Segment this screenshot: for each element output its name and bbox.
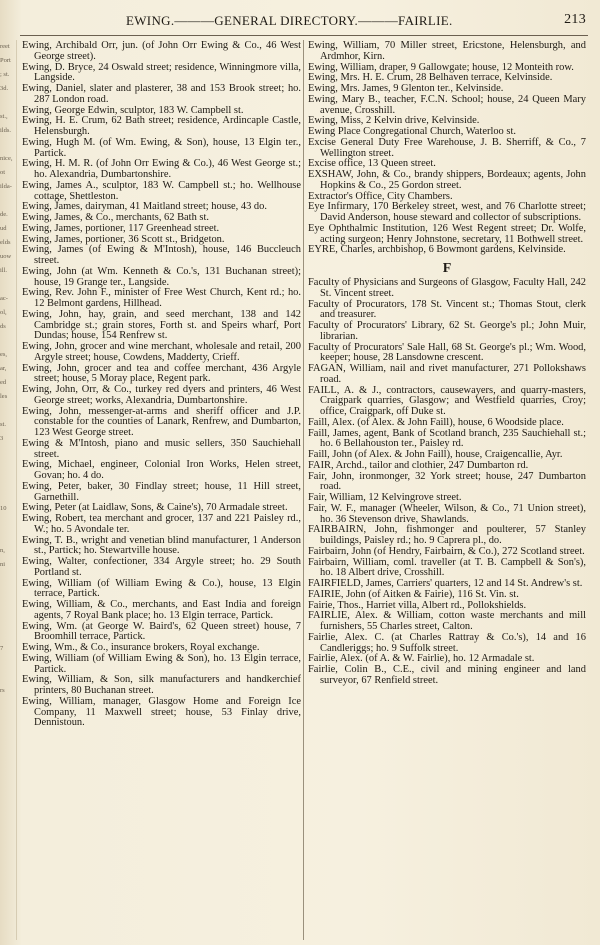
directory-entry: FAIR, Archd., tailor and clothier, 247 Dumbarton rd. — [308, 459, 529, 471]
directory-entry: Ewing, William (of William Ewing & Co.), house, 13 Elgin terrace, Partick. — [22, 577, 301, 600]
directory-entry: Ewing, H. E. Crum, 62 Bath street; residence, Ardincaple Castle, Helensburgh. — [22, 115, 301, 137]
directory-entry: Ewing, John, hay, grain, and seed merchant, 138 and 142 Cambridge st.; grain stores, Forth st. and Speirs wharf, Port Dundas; house, 154 Renfrew st. — [22, 308, 301, 342]
directory-entry: FAIRLIE, Alex. & William, cotton waste merchants and mill furnishers, 55 Charles street, Calton. — [308, 610, 586, 632]
directory-entry: EXSHAW, John, & Co., brandy shippers, Bordeaux; agents, John Hopkins & Co., 25 Gordon street. — [308, 169, 586, 191]
gutter-fragment — [0, 726, 16, 740]
gutter-fragment — [0, 698, 16, 712]
gutter-fragment: n, — [0, 547, 5, 554]
adjacent-page-gutter — [0, 40, 17, 940]
directory-entry: Faill, Alex. (of Alex. & John Faill), house, 6 Woodside place. — [308, 416, 564, 428]
directory-entry: Ewing, William, manager, Glasgow Home and Foreign Ice Company, 11 Maxwell street; house, 53 Finlay drive, Dennistoun. — [22, 695, 301, 729]
gutter-fragment: ill. — [0, 267, 8, 274]
gutter-fragment: ud — [0, 225, 7, 232]
directory-entry: Ewing, Mrs. H. E. Crum, 28 Belhaven terrace, Kelvinside. — [308, 72, 553, 84]
gutter-fragment — [0, 572, 16, 586]
directory-entry: Eye Infirmary, 170 Berkeley street, west, and 76 Charlotte street; David Anderson, house steward and collector of subscriptions. — [308, 201, 586, 223]
directory-entry: Faculty of Procurators' Sale Hall, 68 St. George's pl.; Wm. Wood, keeper; house, 28 Lansdowne crescent. — [308, 341, 586, 364]
gutter-fragment: elds — [0, 239, 11, 246]
directory-entry: Ewing, William, & Son, silk manufacturers and handkerchief printers, 80 Buchanan street. — [22, 674, 301, 696]
directory-entry: Fairlie, Alex. C. (at Charles Rattray & Co.'s), 14 and 16 Candleriggs; ho. 9 Suffolk street. — [308, 631, 586, 654]
directory-entry: Fair, William, 12 Kelvingrove street. — [308, 492, 462, 503]
directory-entry: FAIRBAIRN, John, fishmonger and poulterer, 57 Stanley buildings, Paisley rd.; ho. 9 Caprera pl., do. — [308, 524, 586, 546]
directory-entry: Faill, John (of Alex. & John Faill), house, Craigencallie, Ayr. — [308, 449, 563, 460]
gutter-fragment — [0, 488, 16, 502]
directory-entry: Ewing, D. Bryce, 24 Oswald street; residence, Winningmore villa, Langside. — [22, 61, 301, 84]
gutter-fragment — [0, 740, 16, 754]
gutter-fragment: st. — [0, 421, 6, 428]
gutter-fragment — [0, 656, 16, 670]
left-column — [22, 41, 301, 729]
directory-entry: Ewing, James, portioner, 117 Greenhead street. — [22, 222, 220, 234]
directory-entry: Ewing, John (at Wm. Kenneth & Co.'s, 131 Buchanan street); house, 19 Grange ter., Langside. — [22, 265, 301, 288]
gutter-fragment: 7 — [0, 645, 4, 652]
directory-entry: Fairbairn, John (of Hendry, Fairbairn, & Co.), 272 Scotland street. — [308, 545, 585, 557]
directory-entry: Ewing, James A., sculptor, 183 W. Campbell st.; ho. Wellhouse cottage, Shettleston. — [22, 179, 301, 202]
gutter-fragment: ac- — [0, 295, 8, 302]
gutter-fragment: rs — [0, 687, 5, 694]
directory-entry: Faculty of Procurators' Library, 62 St. George's pl.; John Muir, librarian. — [308, 320, 586, 342]
directory-entry: FAIRIE, John (of Aitken & Fairie), 116 St. Vin. st. — [308, 588, 519, 600]
directory-entry: Ewing, Archibald Orr, jun. (of John Orr Ewing & Co., 46 West George street). — [22, 40, 301, 62]
directory-entry: Fairlie, Alex. (of A. & W. Fairlie), ho. 12 Armadale st. — [308, 653, 535, 665]
gutter-fragment — [0, 712, 16, 726]
gutter-fragment — [0, 586, 16, 600]
gutter-fragment: es, — [0, 351, 8, 358]
directory-entry: Ewing, Walter, confectioner, 334 Argyle street; ho. 29 South Portland st. — [22, 556, 301, 578]
directory-entry: Ewing, John, grocer and wine merchant, wholesale and retail, 200 Argyle street; house, Cowdens, Madderty, Crieff. — [22, 341, 301, 363]
directory-entry: Ewing, Michael, engineer, Colonial Iron Works, Helen street, Govan; ho. 4 do. — [22, 459, 301, 481]
directory-entry: Ewing, George Edwin, sculptor, 183 W. Campbell st. — [22, 104, 244, 116]
gutter-fragment — [0, 530, 16, 544]
gutter-fragment — [0, 446, 16, 460]
directory-entry: Ewing, Wm., & Co., insurance brokers, Royal exchange. — [22, 642, 260, 653]
directory-entry: Ewing, William (of William Ewing & Son), ho. 13 Elgin terrace, Partick. — [22, 652, 301, 675]
right-column-f-entries — [308, 278, 586, 687]
directory-entry: Fairlie, Colin B., C.E., civil and mining engineer and land surveyor, 67 Renfield street. — [308, 664, 586, 686]
gutter-fragment — [0, 460, 16, 474]
directory-entry: Fair, John, ironmonger, 32 York street; house, 247 Dumbarton road. — [308, 470, 586, 493]
gutter-fragment — [0, 516, 16, 530]
directory-entry: Ewing, William, draper, 9 Gallowgate; house, 12 Monteith row. — [308, 61, 574, 73]
directory-entry: Ewing, William, 70 Miller street, Ericstone, Helensburgh, and Ardmhor, Kirn. — [308, 40, 586, 62]
directory-entry: Ewing, T. B., wright and venetian blind manufacturer, 1 Anderson st., Partick; ho. Stewartville house. — [22, 534, 301, 557]
directory-entry: FAILL, A. & J., contractors, causewayers, and quarry-masters, Craigpark quarries, Glasgow; and Westfield quarries, Croy; office, Craigpark, off Duke st. — [308, 384, 586, 417]
gutter-fragment — [0, 334, 16, 348]
running-header — [126, 10, 586, 30]
gutter-fragment — [0, 138, 16, 152]
gutter-fragment: nice, — [0, 155, 13, 162]
directory-entry: Fairbairn, William, coml. traveller (at T. B. Campbell & Son's), ho. 18 Albert drive, Crosshill. — [308, 556, 586, 579]
directory-entry: Ewing, William, & Co., merchants, and East India and foreign agents, 7 Royal Bank place; ho. 13 Elgin terrace, Partick. — [22, 599, 301, 621]
directory-entry: Ewing, John, messenger-at-arms and sheriff officer and J.P. constable for the counties of Lanark, Renfrew, and Dumbarton, 123 West George street. — [22, 405, 301, 438]
gutter-fragment: ol, — [0, 309, 7, 316]
gutter-fragment: uow — [0, 253, 12, 260]
header-rule — [20, 35, 588, 36]
gutter-fragment — [0, 628, 16, 642]
gutter-fragment: reet — [0, 43, 10, 50]
directory-entry: Ewing, John, Orr, & Co., turkey red dyers and printers, 46 West George street; works, Alexandria, Dumbartonshire. — [22, 384, 301, 406]
section-letter: F — [442, 261, 452, 276]
directory-entry: Ewing, Peter, baker, 30 Findlay street; house, 11 Hill street, Garnethill. — [22, 480, 301, 503]
directory-entry: Ewing, Wm. (at George W. Baird's, 62 Queen street) house, 7 Broomhill terrace, Partick. — [22, 620, 301, 643]
gutter-fragment: ilds. — [0, 127, 12, 134]
gutter-fragment: Port — [0, 57, 11, 64]
directory-entry: Faculty of Physicians and Surgeons of Glasgow, Faculty Hall, 242 St. Vincent street. — [308, 277, 586, 299]
directory-entry: Ewing, Miss, 2 Kelvin drive, Kelvinside. — [308, 115, 480, 127]
gutter-fragment: ni — [0, 561, 6, 568]
directory-entry: Ewing, Rev. John F., minister of Free West Church, Kent rd.; ho. 12 Belmont gardens, Hillhead. — [22, 287, 301, 309]
gutter-fragment: ed — [0, 379, 7, 386]
gutter-fragment: ilda- — [0, 183, 12, 190]
gutter-fragment: ; st. — [0, 71, 10, 78]
directory-entry: Ewing, Peter (at Laidlaw, Sons, & Caine's), 70 Armadale street. — [22, 502, 288, 514]
gutter-fragment — [0, 600, 16, 614]
directory-entry: Faculty of Procurators, 178 St. Vincent st.; Thomas Stout, clerk and treasurer. — [308, 298, 586, 321]
directory-entry: Ewing, H. M. R. (of John Orr Ewing & Co.), 46 West George st.; ho. Alexandria, Dumbartonshire. — [22, 158, 301, 180]
directory-entry: Ewing, Daniel, slater and plasterer, 38 and 153 Brook street; ho. 287 London road. — [22, 83, 301, 105]
directory-entry: Ewing Place Congregational Church, Waterloo st. — [308, 126, 516, 137]
gutter-fragment: ot — [0, 169, 6, 176]
directory-entry: Ewing, Robert, tea merchant and grocer, 137 and 221 Paisley rd., W.; ho. 5 Avondale ter. — [22, 513, 301, 535]
right-column-e-entries — [308, 41, 586, 256]
gutter-fragment: st., — [0, 113, 8, 120]
gutter-fragment — [0, 670, 16, 684]
directory-entry: FAGAN, William, nail and rivet manufacturer, 271 Pollokshaws road. — [308, 363, 586, 385]
directory-entry: Excise General Duty Free Warehouse, J. B. Sherriff, & Co., 7 Wellington street. — [308, 136, 586, 159]
directory-entry: Ewing, Hugh M. (of Wm. Ewing, & Son), house, 13 Elgin ter., Partick. — [22, 136, 301, 159]
directory-entry: Ewing, James, & Co., merchants, 62 Bath st. — [22, 212, 209, 223]
directory-entry: Ewing, John, grocer and tea and coffee merchant, 436 Argyle street; house, 5 Moray place, Regent park. — [22, 362, 301, 385]
directory-entry: Ewing, Mary B., teacher, F.C.N. School; house, 24 Queen Mary avenue, Crosshill. — [308, 93, 586, 116]
gutter-fragment — [0, 474, 16, 488]
directory-entry: Fairie, Thos., Harriet villa, Albert rd., Pollokshields. — [308, 599, 527, 611]
directory-entry: FAIRFIELD, James, Carriers' quarters, 12 and 14 St. Andrew's st. — [308, 578, 583, 589]
directory-entry: Faill, James, agent, Bank of Scotland branch, 235 Sauchiehall st.; ho. 6 Bellahouston ter., Paisley rd. — [308, 427, 586, 450]
gutter-fragment: les — [0, 393, 8, 400]
gutter-fragment — [0, 194, 16, 208]
directory-entry: Excise office, 13 Queen street. — [308, 158, 436, 170]
directory-entry: Eye Ophthalmic Institution, 126 West Regent street; Dr. Wolfe, acting surgeon; Henry Johnstone, secretary, 11 Bothwell street. — [308, 222, 586, 245]
gutter-fragment: ar, — [0, 365, 7, 372]
gutter-fragment: 3d. — [0, 85, 9, 92]
directory-entry: Ewing, James, dairyman, 41 Maitland street; house, 43 do. — [22, 201, 267, 213]
directory-entry: Ewing & M'Intosh, piano and music sellers, 350 Sauchiehall street. — [22, 437, 301, 460]
page-number: 213 — [564, 12, 586, 27]
right-column — [308, 41, 586, 687]
directory-entry: Ewing, Mrs. James, 9 Glenton ter., Kelvinside. — [308, 83, 504, 94]
directory-entry: Extractor's Office, City Chambers. — [308, 190, 453, 202]
gutter-fragment — [0, 404, 16, 418]
directory-entry: Fair, W. F., manager (Wheeler, Wilson, & Co., 71 Union street), ho. 36 Stevenson drive, Shawlands. — [308, 502, 586, 525]
directory-entry: Ewing, James (of Ewing & M'Intosh), house, 146 Buccleuch street. — [22, 244, 301, 266]
directory-entry: Ewing, James, portioner, 36 Scott st., Bridgeton. — [22, 233, 225, 245]
gutter-fragment: 3 — [0, 435, 4, 442]
gutter-fragment: de. — [0, 211, 8, 218]
gutter-fragment: ds — [0, 323, 6, 330]
gutter-fragment — [0, 278, 16, 292]
column-divider — [303, 40, 304, 940]
running-title: EWING.———GENERAL DIRECTORY.———FAIRLIE. — [126, 13, 453, 28]
gutter-fragment — [0, 96, 16, 110]
directory-entry: EYRE, Charles, archbishop, 6 Bowmont gardens, Kelvinside. — [308, 244, 566, 256]
gutter-fragment — [0, 614, 16, 628]
gutter-fragment: 10 — [0, 505, 7, 512]
